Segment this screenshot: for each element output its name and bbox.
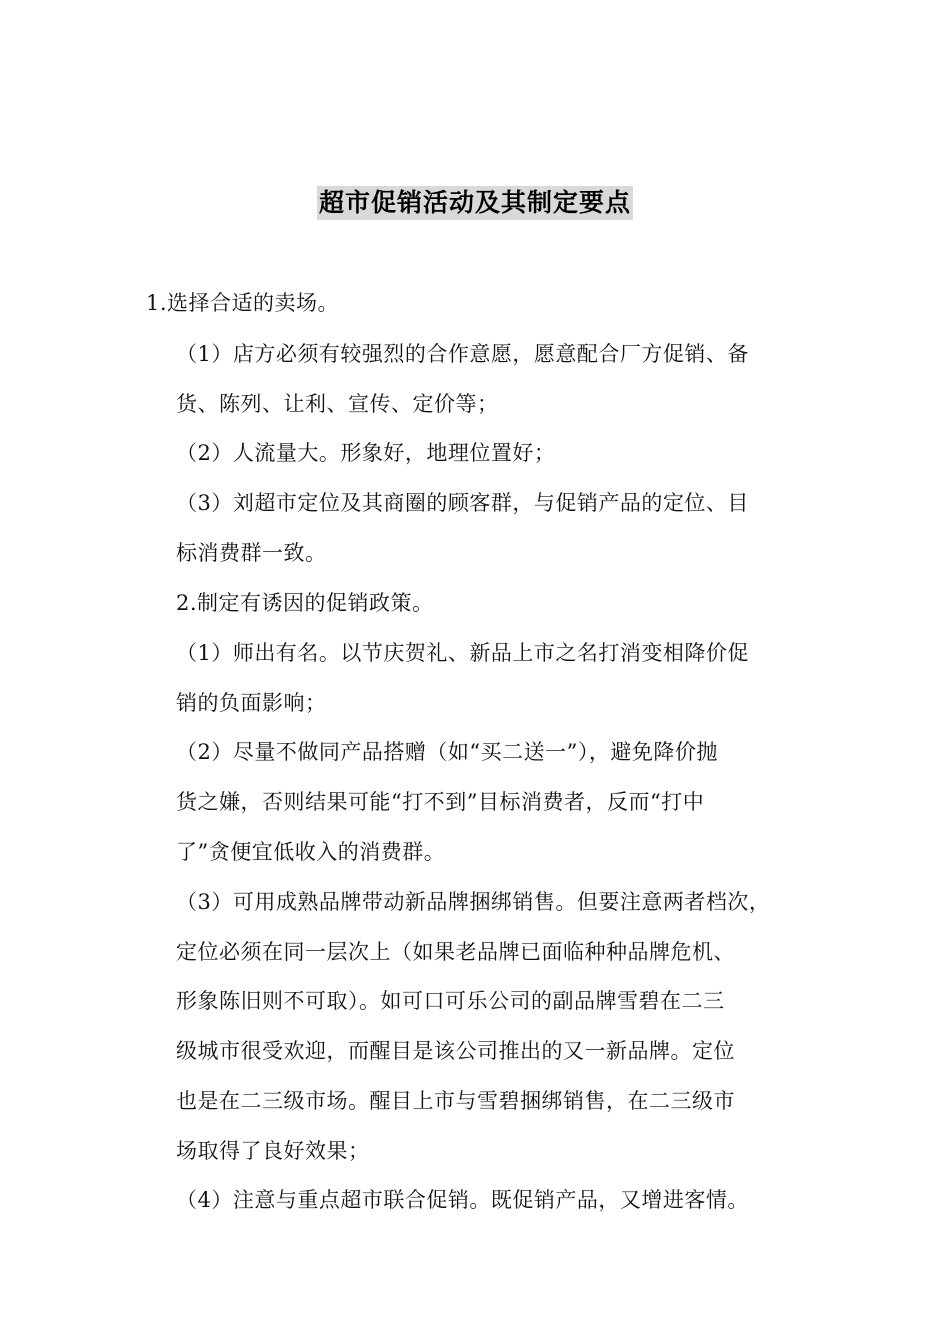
paragraph-line: （3）可用成熟品牌带动新品牌捆绑销售。但要注意两者档次， [176, 890, 771, 914]
paragraph-line: （1）店方必须有较强烈的合作意愿，愿意配合厂方促销、备 [176, 342, 749, 366]
paragraph-line: 货之嫌，否则结果可能“打不到”目标消费者，反而“打中 [176, 790, 705, 814]
paragraph-line: 级城市很受欢迎，而醒目是该公司推出的又一新品牌。定位 [176, 1039, 735, 1063]
paragraph-line: 销的负面影响； [176, 691, 327, 715]
paragraph-line: （2）尽量不做同产品搭赠（如“买二送一”），避免降价抛 [176, 740, 718, 764]
paragraph-line: （2）人流量大。形象好，地理位置好； [176, 441, 556, 465]
paragraph-line: 场取得了良好效果； [176, 1139, 370, 1163]
paragraph-line: 标消费群一致。 [176, 541, 327, 565]
paragraph-line: 形象陈旧则不可取）。如可口可乐公司的副品牌雪碧在二三 [176, 989, 725, 1013]
paragraph-line: 定位必须在同一层次上（如果老品牌已面临种种品牌危机、 [176, 940, 735, 964]
title-container [0, 186, 950, 220]
paragraph-line: 了”贪便宜低收入的消费群。 [176, 840, 446, 864]
paragraph-line: （3）刘超市定位及其商圈的顾客群，与促销产品的定位、目 [176, 491, 749, 515]
paragraph-line: 货、陈列、让利、宣传、定价等； [176, 392, 499, 416]
section-heading-1: 1.选择合适的卖场。 [146, 291, 340, 315]
section-heading-2: 2.制定有诱因的促销政策。 [176, 591, 434, 615]
paragraph-line: （1）师出有名。以节庆贺礼、新品上市之名打消变相降价促 [176, 641, 749, 665]
paragraph-line: 也是在二三级市场。醒目上市与雪碧捆绑销售，在二三级市 [176, 1089, 735, 1113]
paragraph-line: （4）注意与重点超市联合促销。既促销产品，又增进客情。 [176, 1188, 749, 1212]
document-title: 超市促销活动及其制定要点 [317, 186, 633, 220]
